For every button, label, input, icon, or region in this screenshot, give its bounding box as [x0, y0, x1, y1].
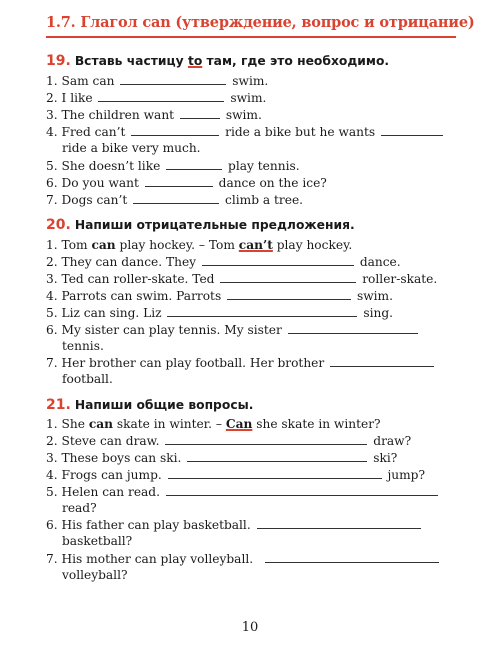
section-title: 1.7. Глагол can (утверждение, вопрос и отрицание): [46, 14, 475, 31]
item-number: 2.: [46, 91, 58, 105]
exercise-number: 21.: [46, 397, 71, 413]
answer-blank[interactable]: [131, 124, 219, 136]
item-text: Steve can draw.: [61, 434, 160, 448]
item-text: she skate in winter?: [252, 417, 381, 431]
item-number: 1.: [46, 238, 58, 252]
item-text: play hockey.: [272, 238, 353, 252]
answer-blank[interactable]: [202, 254, 354, 266]
item-text: swim.: [232, 74, 269, 88]
answer-blank[interactable]: [166, 158, 222, 170]
exercise-21-heading: [46, 397, 253, 413]
item-number: 3.: [46, 108, 58, 122]
exercise-line: [46, 551, 441, 567]
item-text: Fred can’t: [61, 125, 126, 139]
item-text: Helen can read.: [61, 485, 160, 499]
item-text: dance on the ice?: [218, 176, 327, 190]
answer-blank[interactable]: [265, 551, 439, 563]
exercise-line: [62, 567, 128, 583]
item-text: Parrots can swim. Parrots: [61, 289, 222, 303]
item-text: swim.: [230, 91, 267, 105]
answer-blank[interactable]: [120, 73, 226, 85]
answer-blank[interactable]: [145, 175, 213, 187]
item-text: draw?: [373, 434, 412, 448]
answer-blank[interactable]: [133, 192, 219, 204]
answer-blank[interactable]: [227, 288, 351, 300]
exercise-line: [46, 433, 411, 449]
exercise-line: [46, 288, 393, 304]
exercise-line: [46, 355, 436, 371]
item-text: swim.: [225, 108, 262, 122]
item-text: play tennis.: [228, 159, 300, 173]
exercise-number: 19.: [46, 53, 71, 69]
item-number: 6.: [46, 323, 58, 337]
item-number: 4.: [46, 125, 58, 139]
title-divider: [46, 36, 456, 38]
instruction-text: Напиши общие вопросы.: [74, 398, 254, 412]
item-number: 5.: [46, 159, 58, 173]
item-text: Liz can sing. Liz: [61, 306, 162, 320]
answer-blank[interactable]: [381, 124, 443, 136]
exercise-number: 20.: [46, 217, 71, 233]
item-number: 5.: [46, 306, 58, 320]
item-text: My sister can play tennis. My sister: [61, 323, 282, 337]
emphasis-word: can: [88, 417, 113, 431]
item-number: 3.: [46, 272, 58, 286]
item-text: Tom: [61, 238, 92, 252]
exercise-line: [46, 192, 303, 208]
exercise-20-heading: [46, 217, 355, 233]
exercise-line: [46, 124, 445, 140]
item-text: His father can play basketball.: [61, 518, 251, 532]
item-text: jump?: [387, 468, 426, 482]
exercise-line: [46, 467, 425, 483]
item-text: Dogs can’t: [61, 193, 128, 207]
item-number: 4.: [46, 289, 58, 303]
example-line: [46, 416, 381, 432]
answer-blank[interactable]: [257, 517, 421, 529]
exercise-line: [46, 90, 266, 106]
item-number: 7.: [46, 552, 58, 566]
item-number: 5.: [46, 485, 58, 499]
exercise-line: [62, 533, 132, 549]
item-text: Frogs can jump.: [61, 468, 162, 482]
answer-blank[interactable]: [98, 90, 224, 102]
answer-blank[interactable]: [288, 322, 418, 334]
item-number: 2.: [46, 434, 58, 448]
exercise-line: [46, 175, 327, 191]
example-line: [46, 237, 352, 253]
item-text: dance.: [359, 255, 401, 269]
exercise-line: [46, 73, 268, 89]
answer-blank[interactable]: [166, 484, 438, 496]
item-number: 6.: [46, 176, 58, 190]
instruction-text: там, где это необходимо.: [202, 54, 390, 68]
item-number: 7.: [46, 193, 58, 207]
instruction-text: Вставь частицу: [74, 54, 188, 68]
exercise-line: [46, 484, 440, 500]
item-text: Sam can: [61, 74, 115, 88]
emphasis-word: can: [91, 238, 116, 252]
exercise-line: [46, 305, 393, 321]
item-text: His mother can play volleyball.: [61, 552, 254, 566]
item-text: volleyball?: [62, 568, 128, 582]
item-text: The children want: [61, 108, 175, 122]
exercise-line: [62, 500, 97, 516]
answer-blank[interactable]: [165, 433, 367, 445]
item-text: sing.: [363, 306, 394, 320]
item-number: 7.: [46, 356, 58, 370]
item-number: 1.: [46, 417, 58, 431]
item-text: skate in winter. –: [113, 417, 226, 431]
item-text: swim.: [356, 289, 393, 303]
exercise-line: [46, 450, 397, 466]
answer-blank[interactable]: [220, 271, 356, 283]
exercise-line: [46, 271, 437, 287]
item-number: 2.: [46, 255, 58, 269]
item-number: 4.: [46, 468, 58, 482]
item-text: These boys can ski.: [61, 451, 182, 465]
answer-blank[interactable]: [167, 305, 357, 317]
exercise-line: [46, 254, 401, 270]
item-text: basketball?: [62, 534, 133, 548]
item-text: roller-skate.: [362, 272, 438, 286]
emphasis-word: can’t: [238, 238, 273, 252]
item-text: ski?: [373, 451, 398, 465]
exercise-line: [62, 140, 201, 156]
exercise-19-heading: [46, 53, 389, 69]
exercise-line: [46, 517, 423, 533]
answer-blank[interactable]: [330, 355, 434, 367]
item-text: football.: [62, 372, 113, 386]
item-text: climb a tree.: [225, 193, 304, 207]
page-number: 10: [241, 620, 259, 635]
instruction-text: Напиши отрицательные предложения.: [74, 218, 355, 232]
item-text: I like: [61, 91, 93, 105]
item-text: ride a bike very much.: [62, 141, 201, 155]
item-text: They can dance. They: [61, 255, 197, 269]
item-number: 3.: [46, 451, 58, 465]
item-text: play hockey. – Tom: [115, 238, 239, 252]
answer-blank[interactable]: [180, 107, 220, 119]
emphasis-word: Can: [225, 417, 253, 431]
item-text: tennis.: [62, 339, 104, 353]
answer-blank[interactable]: [168, 467, 382, 479]
item-number: 1.: [46, 74, 58, 88]
item-text: Ted can roller-skate. Ted: [61, 272, 215, 286]
exercise-line: [62, 338, 104, 354]
item-text: ride a bike but he wants: [225, 125, 376, 139]
exercise-line: [62, 371, 113, 387]
item-text: She doesn’t like: [61, 159, 161, 173]
exercise-line: [46, 107, 262, 123]
item-text: She: [61, 417, 89, 431]
item-text: Do you want: [61, 176, 139, 190]
item-number: 6.: [46, 518, 58, 532]
item-text: read?: [62, 501, 97, 515]
exercise-line: [46, 322, 420, 338]
exercise-line: [46, 158, 300, 174]
item-text: Her brother can play football. Her brother: [61, 356, 325, 370]
answer-blank[interactable]: [187, 450, 367, 462]
instruction-particle: to: [187, 54, 203, 68]
